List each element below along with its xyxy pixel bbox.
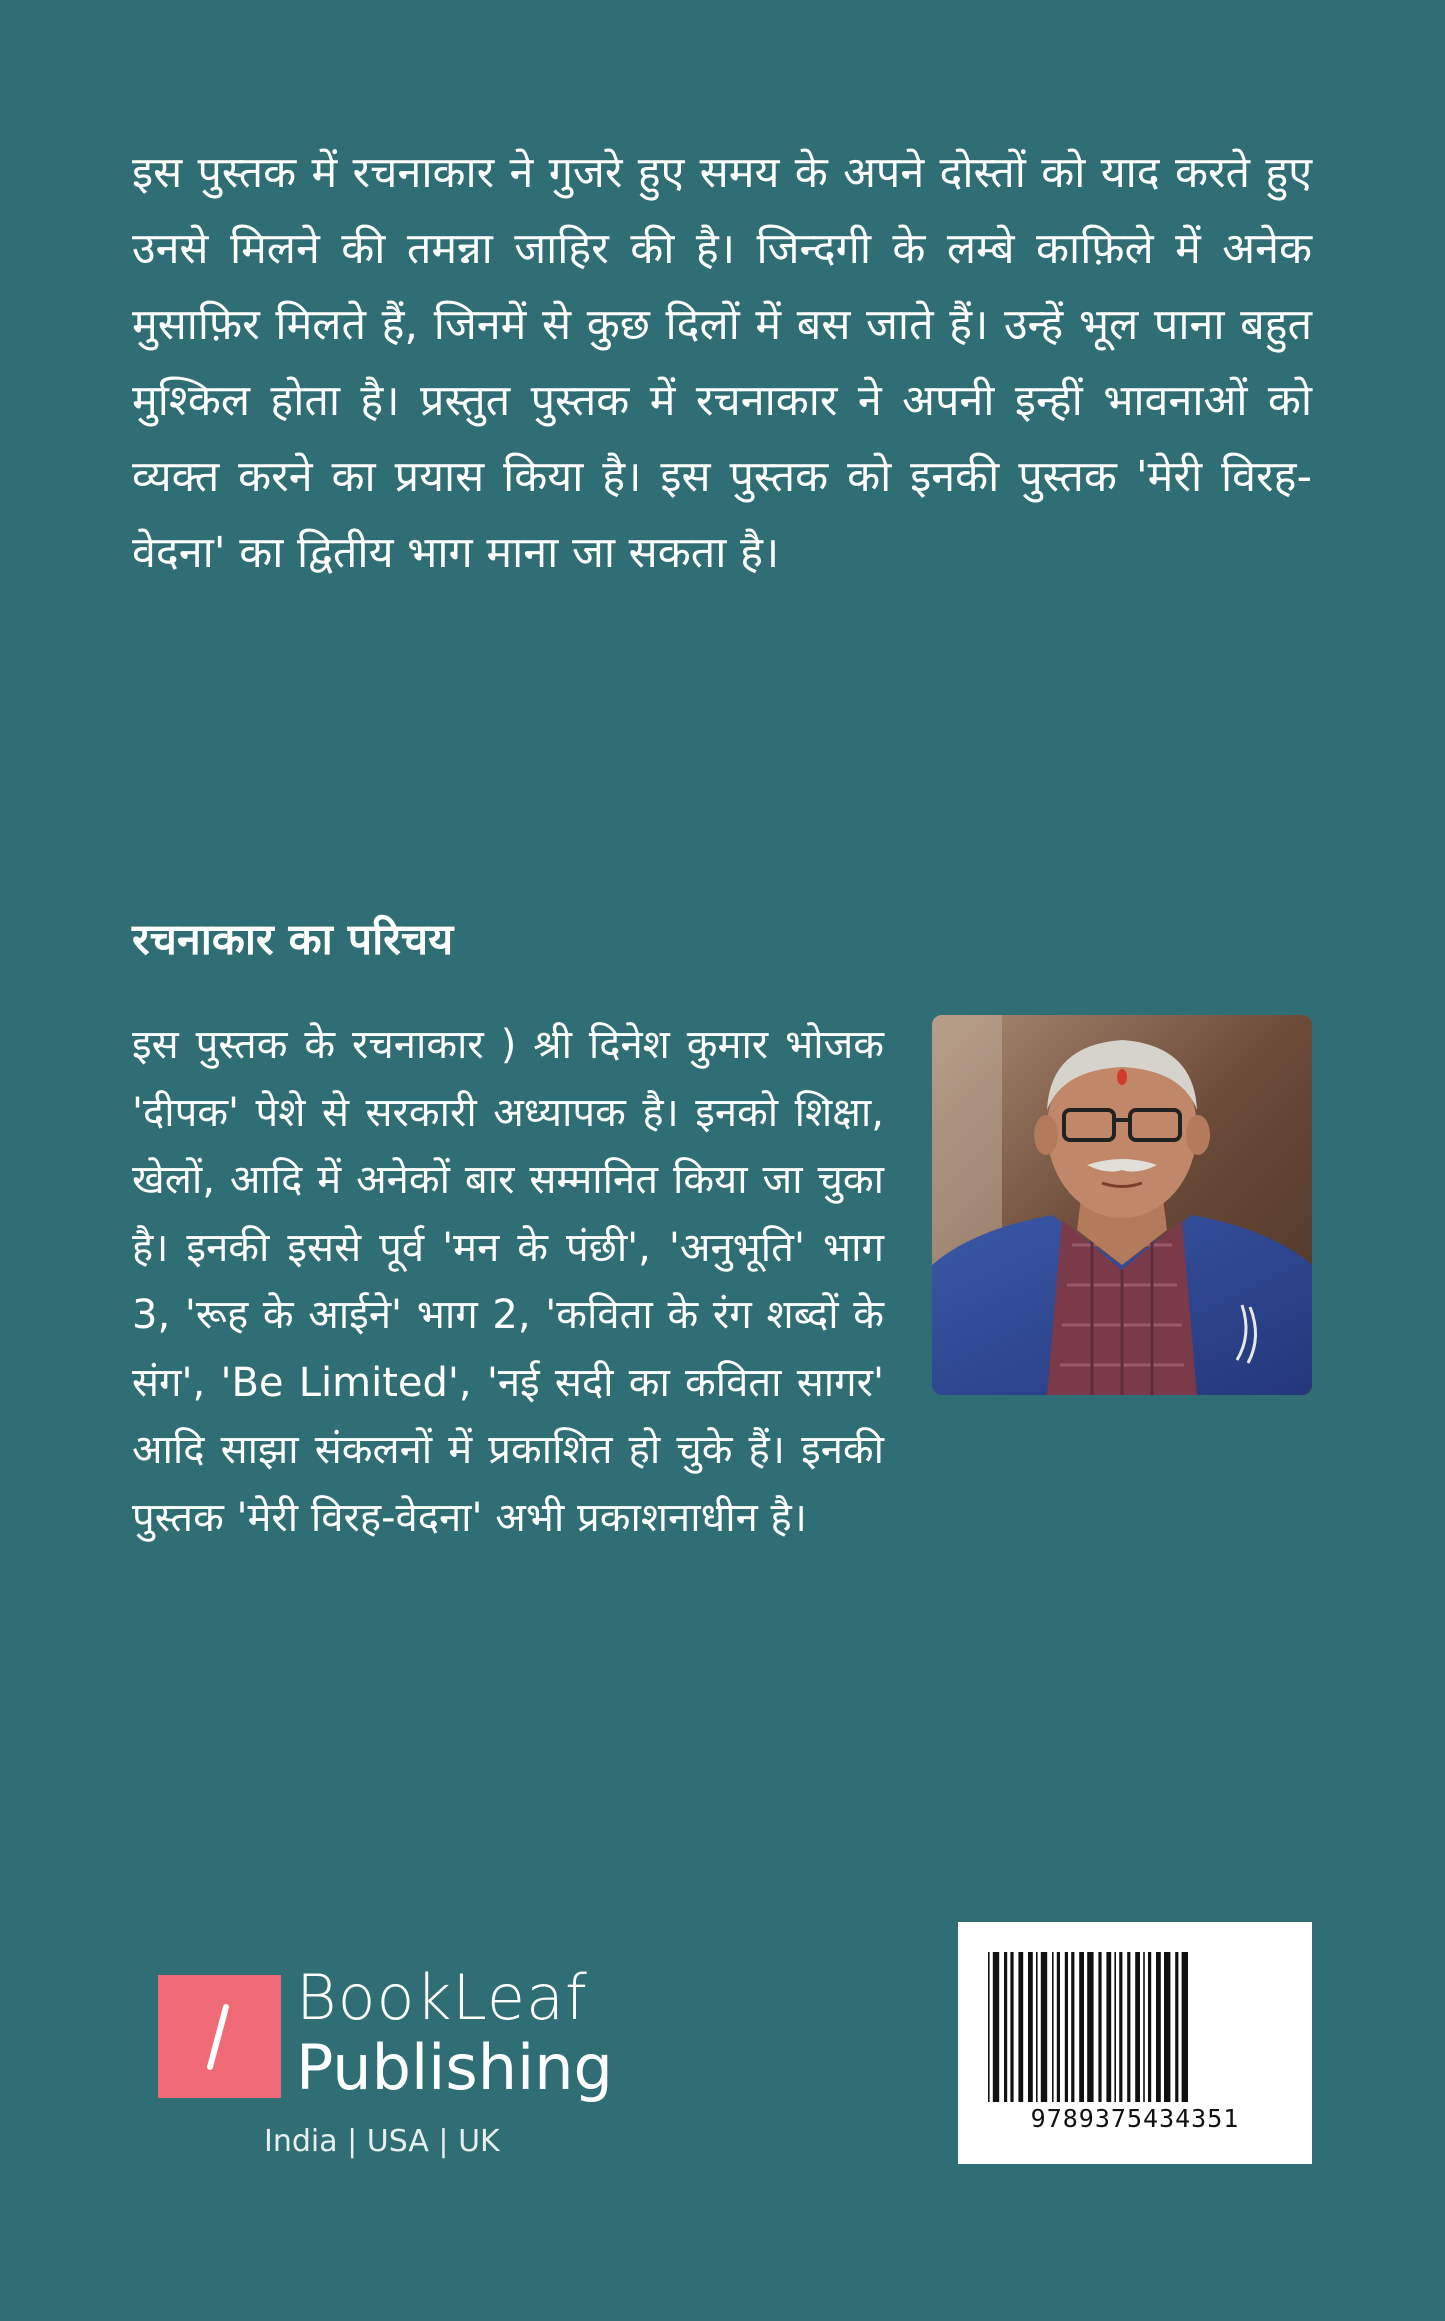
isbn-number: 9789375434351 (1030, 2104, 1240, 2133)
author-portrait-illustration (932, 1015, 1312, 1395)
barcode-bar (1041, 1952, 1047, 2102)
barcode-bar (1164, 1952, 1170, 2102)
barcode-bar (1106, 1952, 1111, 2102)
author-intro-heading: रचनाकार का परिचय (132, 915, 454, 965)
barcode-bar (988, 1952, 990, 2102)
barcode-bar (1127, 1952, 1130, 2102)
back-cover-blurb: इस पुस्तक में रचनाकार ने गुजरे हुए समय के अपने दोस्तों को याद करते हुए उनसे मिलने की तमन्ना जाहिर की है। जिन्दगी के लम्बे काफ़िले में अनेक मुसाफ़िर मिलते हैं, जिनमें से कुछ दिलों में बस जाते हैं। उन्हें भूल पाना बहुत मुश्किल होता है। प्रस्तुत पुस्तक में रचनाकार ने अपनी इन्हीं भावनाओं को व्यक्त करने का प्रयास किया है। इस पुस्तक को इनकी पुस्तक 'मेरी विरह-वेदना' का द्वितीय भाग माना जा सकता है। (132, 148, 1312, 578)
barcode-bar (1079, 1952, 1084, 2102)
barcode-bar (1119, 1952, 1122, 2102)
barcode-bar (1182, 1952, 1188, 2102)
barcode-bar (1052, 1952, 1054, 2102)
barcode-bar (1175, 1952, 1178, 2102)
barcode-bar (1057, 1952, 1060, 2102)
barcode-bar (1004, 1952, 1007, 2102)
barcode-bar (1148, 1952, 1151, 2102)
barcode-bar (1010, 1952, 1013, 2102)
publisher-logo (158, 1961, 618, 2170)
barcode-bar (1098, 1952, 1101, 2102)
barcode-bar (1143, 1952, 1145, 2102)
barcode-bars (986, 1952, 1284, 2102)
barcode-bar (1156, 1952, 1161, 2102)
author-intro-text: इस पुस्तक के रचनाकार ) श्री दिनेश कुमार भोजक 'दीपक' पेशे से सरकारी अध्यापक है। इनको शिक्षा, खेलों, आदि में अनेकों बार सम्मानित किया जा चुका है। इनकी इससे पूर्व 'मन के पंछी', 'अनुभूति' भाग 3, 'रूह के आईने' भाग 2, 'कविता के रंग शब्दों के संग', 'Be Limited', 'नई सदी का कविता सागर' आदि साझा संकलनों में प्रकाशित हो चुके हैं। इनकी पुस्तक 'मेरी विरह-वेदना' अभी प्रकाशनाधीन है। (132, 1022, 884, 1541)
barcode-bar (993, 1952, 999, 2102)
barcode-bar (1065, 1952, 1068, 2102)
barcode-bar (1028, 1952, 1033, 2102)
publisher-name-line1: BookLeaf (296, 1961, 588, 2034)
slash-icon (158, 1975, 281, 2098)
publisher-name-line2: Publishing (296, 2031, 613, 2104)
barcode-bar (1071, 1952, 1074, 2102)
isbn-barcode (958, 1922, 1312, 2164)
barcode-bar (1114, 1952, 1116, 2102)
barcode-bar (1135, 1952, 1140, 2102)
publisher-regions: India | USA | UK (264, 2124, 500, 2159)
barcode-bar (1036, 1952, 1038, 2102)
barcode-bar (1087, 1952, 1093, 2102)
author-photo (932, 1015, 1312, 1395)
barcode-bar (1018, 1952, 1023, 2102)
